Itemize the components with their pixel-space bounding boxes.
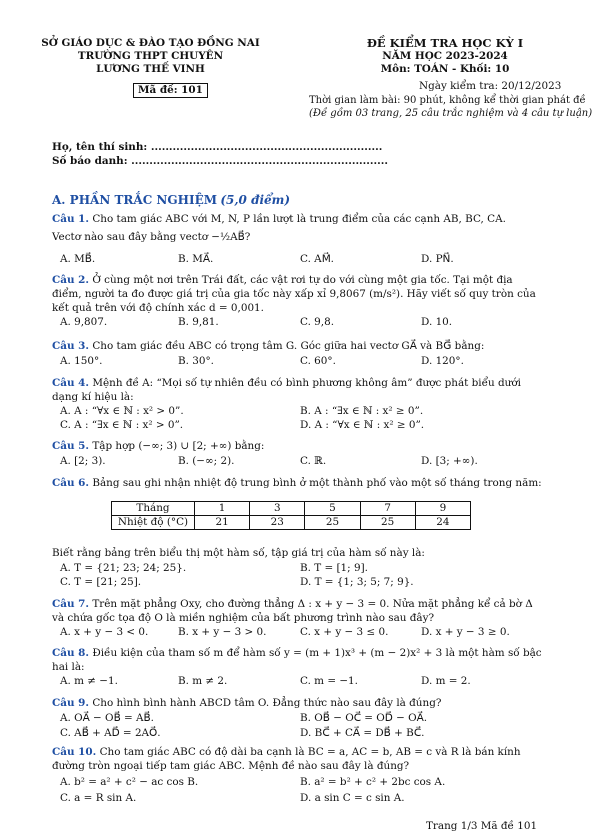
question-3	[52, 340, 484, 353]
subject: Môn: TOÁN - Khối: 10	[380, 63, 510, 75]
q8-option-d[interactable]: D. m = 2.	[421, 675, 471, 687]
question-label: Câu 3.	[52, 340, 90, 352]
question-6	[52, 477, 542, 490]
question-8	[52, 647, 542, 660]
table-cell: 21	[195, 516, 250, 530]
q6-option-c[interactable]: C. T = [21; 25].	[60, 576, 142, 588]
question-4	[52, 377, 521, 390]
question-2-line3: kết quả trên với độ chính xác d = 0,001.	[52, 302, 264, 314]
question-2-line2: điểm, người ta đo được giá trị của gia tốc này xấp xỉ 9,8067 (m/s²). Hãy viết số quy tròn của	[52, 288, 536, 300]
q4-option-a[interactable]: A. A : “∀x ∈ ℕ : x² > 0”.	[60, 405, 184, 417]
question-8-line2: hai là:	[52, 661, 85, 673]
table-cell: 25	[360, 516, 415, 530]
q9-option-a[interactable]: A. OA⃗ − OB⃗ = AB⃗.	[60, 712, 154, 724]
table-cell: 1	[195, 502, 250, 516]
question-label: Câu 4.	[52, 377, 90, 389]
section-points: (5,0 điểm)	[220, 193, 291, 207]
school-year: NĂM HỌC 2023-2024	[382, 50, 508, 62]
question-text: Cho tam giác ABC có độ dài ba cạnh là BC = a, AC = b, AB = c và R là bán kính	[99, 746, 521, 758]
exam-time: Thời gian làm bài: 90 phút, không kể thời gian phát đề	[309, 95, 586, 106]
exam-code-box	[133, 83, 208, 98]
question-7	[52, 598, 533, 611]
question-10	[52, 746, 521, 759]
question-text: Cho tam giác ABC với M, N, P lần lượt là trung điểm của các cạnh AB, BC, CA.	[92, 213, 506, 225]
table-cell: 25	[305, 516, 360, 530]
question-text: Mệnh đề A: “Mọi số tự nhiên đều có bình phương không âm” được phát biểu dưới	[92, 377, 521, 389]
q9-option-d[interactable]: D. BC⃗ + CA⃗ = DB⃗ + BC⃗.	[300, 727, 425, 739]
table-cell: 24	[415, 516, 470, 530]
question-label: Câu 10.	[52, 746, 97, 758]
q5-option-b[interactable]: B. (−∞; 2).	[178, 455, 235, 467]
q1-option-c[interactable]: C. AM⃗.	[300, 253, 334, 265]
q1-option-d[interactable]: D. PN⃗.	[421, 253, 454, 265]
q4-option-c[interactable]: C. A : “∃x ∈ ℕ : x² > 0”.	[60, 419, 184, 431]
question-7-line2: và chứa gốc tọa độ O là miền nghiệm của bất phương trình nào sau đây?	[52, 612, 435, 624]
question-text: Bảng sau ghi nhận nhiệt độ trung bình ở một thành phố vào một số tháng trong năm:	[92, 477, 542, 489]
table-row	[112, 516, 471, 530]
q5-option-d[interactable]: D. [3; +∞).	[421, 455, 478, 467]
question-label: Câu 7.	[52, 598, 90, 610]
table-cell: 5	[305, 502, 360, 516]
q3-option-b[interactable]: B. 30°.	[178, 355, 214, 367]
exam-title: ĐỀ KIỂM TRA HỌC KỲ I	[366, 36, 524, 50]
department-name: SỞ GIÁO DỤC & ĐÀO TẠO ĐỒNG NAI	[41, 37, 260, 49]
question-4-line2: dạng kí hiệu là:	[52, 391, 134, 403]
question-2	[52, 274, 513, 287]
question-1	[52, 213, 506, 226]
section-heading	[52, 194, 290, 208]
question-text: Cho tam giác đều ABC có trọng tâm G. Góc giữa hai vectơ GA⃗ và BG⃗ bằng:	[92, 340, 485, 352]
question-1-line2: Vectơ nào sau đây bằng vectơ −½AB⃗?	[52, 231, 251, 243]
question-9	[52, 697, 441, 710]
q10-option-d[interactable]: D. a sin C = c sin A.	[300, 792, 405, 804]
question-text: Ở cùng một nơi trên Trái đất, các vật rơi tự do với cùng một gia tốc. Tại một địa	[92, 274, 513, 286]
student-id-field: Số báo danh: .......................................................................	[52, 155, 388, 167]
table-header-cell: Tháng	[112, 502, 195, 516]
header-right	[300, 37, 590, 76]
q2-option-b[interactable]: B. 9,81.	[178, 316, 219, 328]
question-label: Câu 5.	[52, 440, 90, 452]
question-label: Câu 9.	[52, 697, 90, 709]
q9-option-b[interactable]: B. OB⃗ − OC⃗ = OD⃗ − OA⃗.	[300, 712, 428, 724]
q5-option-a[interactable]: A. [2; 3).	[60, 455, 106, 467]
header-left	[38, 37, 263, 76]
question-text: Trên mặt phẳng Oxy, cho đường thẳng Δ : x + y − 3 = 0. Nửa mặt phẳng kể cả bờ Δ	[92, 598, 533, 610]
exam-code: Mã đề: 101	[138, 84, 203, 96]
q10-option-a[interactable]: A. b² = a² + c² − ac cos B.	[60, 776, 199, 788]
table-cell: 3	[250, 502, 305, 516]
q7-option-a[interactable]: A. x + y − 3 < 0.	[60, 626, 149, 638]
q7-option-d[interactable]: D. x + y − 3 ≥ 0.	[421, 626, 510, 638]
table-header-cell: Nhiệt độ (°C)	[112, 516, 195, 530]
q9-option-c[interactable]: C. AB⃗ + AD⃗ = 2AO⃗.	[60, 727, 161, 739]
q10-option-b[interactable]: B. a² = b² + c² + 2bc cos A.	[300, 776, 446, 788]
q8-option-c[interactable]: C. m = −1.	[300, 675, 358, 687]
q7-option-c[interactable]: C. x + y − 3 ≤ 0.	[300, 626, 389, 638]
q3-option-d[interactable]: D. 120°.	[421, 355, 464, 367]
table-cell: 7	[360, 502, 415, 516]
table-row	[112, 502, 471, 516]
question-label: Câu 6.	[52, 477, 90, 489]
q8-option-a[interactable]: A. m ≠ −1.	[60, 675, 118, 687]
page-footer: Trang 1/3 Mã đề 101	[426, 820, 538, 832]
table-cell: 9	[415, 502, 470, 516]
question-text: Tập hợp (−∞; 3) ∪ [2; +∞) bằng:	[92, 440, 265, 452]
q6-option-b[interactable]: B. T = [1; 9].	[300, 562, 368, 574]
exam-note: (Đề gồm 03 trang, 25 câu trắc nghiệm và 4 câu tự luận)	[309, 108, 593, 119]
q6-option-d[interactable]: D. T = {1; 3; 5; 7; 9}.	[300, 576, 414, 588]
q2-option-d[interactable]: D. 10.	[421, 316, 453, 328]
student-name-field: Họ, tên thí sinh: ................................................................	[52, 141, 383, 153]
school-name-2: LƯƠNG THẾ VINH	[96, 63, 205, 75]
question-label: Câu 2.	[52, 274, 90, 286]
exam-date: Ngày kiểm tra: 20/12/2023	[419, 80, 562, 92]
section-title: A. PHẦN TRẮC NGHIỆM	[52, 193, 218, 207]
q10-option-c[interactable]: C. a = R sin A.	[60, 792, 137, 804]
q4-option-d[interactable]: D. A : “∀x ∈ ℕ : x² ≥ 0”.	[300, 419, 425, 431]
question-6-after: Biết rằng bảng trên biểu thị một hàm số, tập giá trị của hàm số này là:	[52, 547, 425, 559]
question-label: Câu 8.	[52, 647, 90, 659]
q5-option-c[interactable]: C. ℝ.	[300, 455, 327, 467]
question-text: Điều kiện của tham số m để hàm số y = (m + 1)x³ + (m − 2)x² + 3 là một hàm số bậc	[92, 647, 542, 659]
q1-option-a[interactable]: A. MB⃗.	[60, 253, 96, 265]
q3-option-a[interactable]: A. 150°.	[60, 355, 103, 367]
q3-option-c[interactable]: C. 60°.	[300, 355, 336, 367]
school-name-1: TRƯỜNG THPT CHUYÊN	[77, 50, 224, 62]
question-10-line2: đường tròn ngoại tiếp tam giác ABC. Mệnh đề nào sau đây là đúng?	[52, 760, 410, 772]
temperature-table	[111, 501, 471, 530]
q2-option-c[interactable]: C. 9,8.	[300, 316, 335, 328]
q6-option-a[interactable]: A. T = {21; 23; 24; 25}.	[60, 562, 187, 574]
q8-option-b[interactable]: B. m ≠ 2.	[178, 675, 228, 687]
question-text: Cho hình bình hành ABCD tâm O. Đẳng thức nào sau đây là đúng?	[92, 697, 442, 709]
q7-option-b[interactable]: B. x + y − 3 > 0.	[178, 626, 267, 638]
question-label: Câu 1.	[52, 213, 90, 225]
q4-option-b[interactable]: B. A : “∃x ∈ ℕ : x² ≥ 0”.	[300, 405, 424, 417]
q1-option-b[interactable]: B. MA⃗.	[178, 253, 214, 265]
table-cell: 23	[250, 516, 305, 530]
question-5	[52, 440, 264, 453]
q2-option-a[interactable]: A. 9,807.	[60, 316, 108, 328]
